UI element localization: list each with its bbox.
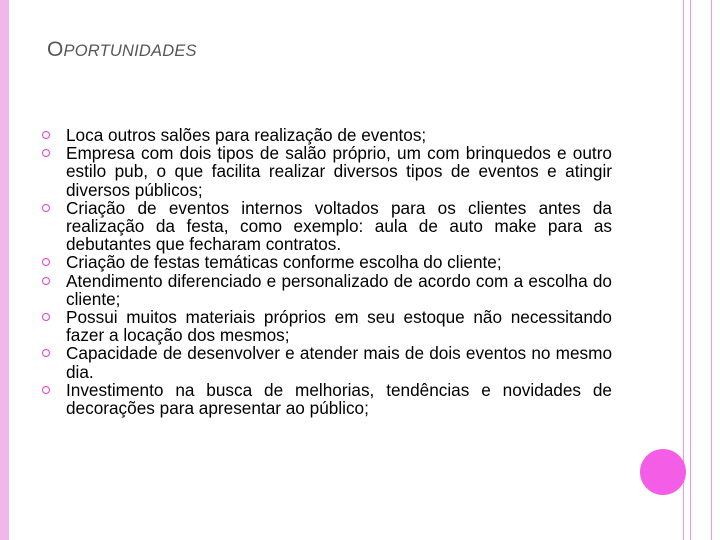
bullet-item [42, 272, 612, 308]
circle-bullet-icon [42, 131, 50, 139]
title-rest: PORTUNIDADES [63, 42, 197, 60]
bullet-item [42, 253, 612, 271]
circle-bullet-icon [42, 386, 50, 394]
content-area [42, 126, 612, 417]
bullet-list [42, 126, 612, 417]
slide-title [47, 38, 197, 62]
bullet-text: Capacidade de desenvolver e atender mais de dois eventos no mesmo dia. [66, 343, 612, 382]
circle-bullet-icon [42, 349, 50, 357]
bullet-item [42, 144, 612, 199]
title-first-letter: O [47, 38, 64, 61]
circle-bullet-icon [42, 149, 50, 157]
bullet-item [42, 381, 612, 417]
right-decorative-line [683, 0, 684, 540]
bullet-text: Empresa com dois tipos de salão próprio, um com brinquedos e outro estilo pub, o que facilita realizar diversos tipos de eventos e atingir diversos públicos; [66, 143, 612, 200]
left-decorative-bar [0, 0, 9, 540]
right-decorative-line [711, 0, 712, 540]
bullet-text: Loca outros salões para realização de eventos; [66, 125, 427, 145]
bullet-text: Possui muitos materiais próprios em seu estoque não necessitando fazer a locação dos mesmos; [66, 307, 612, 346]
bullet-text: Criação de eventos internos voltados para os clientes antes da realização da festa, como exemplo: aula de auto make para as debutantes que fecharam contratos. [66, 197, 612, 255]
circle-bullet-icon [42, 204, 50, 212]
bullet-item [42, 308, 612, 344]
circle-bullet-icon [42, 258, 50, 266]
bullet-text: Criação de festas temáticas conforme escolha do cliente; [66, 252, 502, 273]
right-decorative-line [690, 0, 691, 540]
bullet-item [42, 344, 612, 380]
bullet-item [42, 199, 612, 254]
decorative-pink-dot [640, 449, 686, 495]
bullet-text: Investimento na busca de melhorias, tendências e novidades de decorações para apresentar ao público; [66, 379, 612, 419]
bullet-text: Atendimento diferenciado e personalizado de acordo com a escolha do cliente; [66, 270, 612, 309]
circle-bullet-icon [42, 313, 50, 321]
circle-bullet-icon [42, 277, 50, 285]
bullet-item [42, 126, 612, 144]
